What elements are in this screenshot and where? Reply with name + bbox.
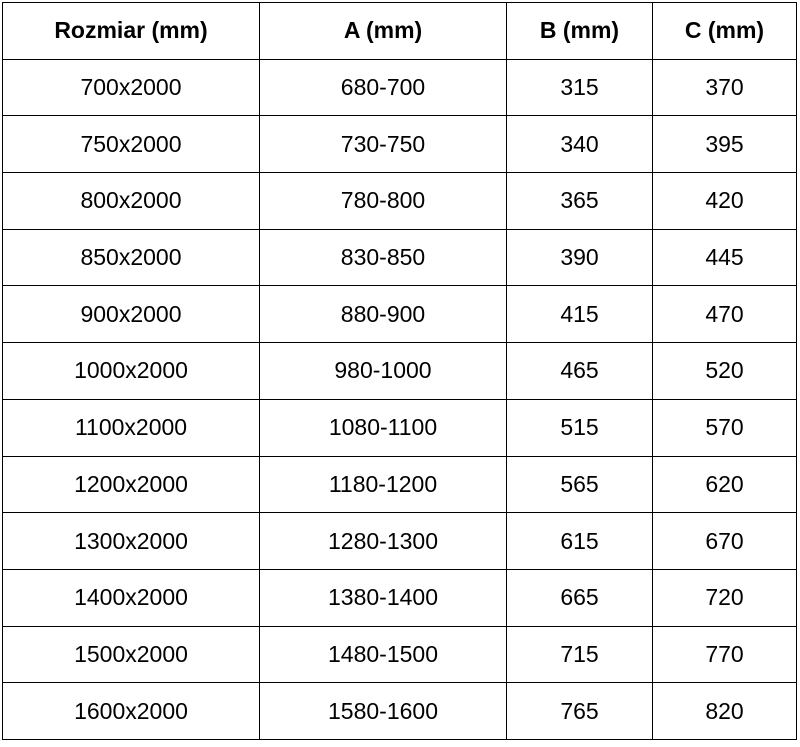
cell-c: 670	[653, 513, 797, 570]
table-body	[3, 59, 797, 739]
cell-a: 1080-1100	[260, 399, 507, 456]
cell-a: 730-750	[260, 116, 507, 173]
cell-c: 770	[653, 626, 797, 683]
cell-b: 565	[507, 456, 653, 513]
cell-b: 765	[507, 683, 653, 740]
cell-c: 620	[653, 456, 797, 513]
cell-size: 850x2000	[3, 229, 260, 286]
cell-size: 800x2000	[3, 173, 260, 230]
header-row	[3, 3, 797, 60]
cell-c: 720	[653, 569, 797, 626]
cell-c: 520	[653, 343, 797, 400]
cell-c: 420	[653, 173, 797, 230]
size-table	[2, 2, 797, 740]
cell-size: 700x2000	[3, 59, 260, 116]
table-row	[3, 683, 797, 740]
cell-b: 365	[507, 173, 653, 230]
cell-size: 1300x2000	[3, 513, 260, 570]
cell-c: 395	[653, 116, 797, 173]
cell-b: 315	[507, 59, 653, 116]
cell-a: 880-900	[260, 286, 507, 343]
cell-size: 1600x2000	[3, 683, 260, 740]
table-row	[3, 626, 797, 683]
table-row	[3, 286, 797, 343]
table-row	[3, 229, 797, 286]
header-b: B (mm)	[507, 3, 653, 60]
cell-size: 1400x2000	[3, 569, 260, 626]
cell-b: 615	[507, 513, 653, 570]
cell-size: 1200x2000	[3, 456, 260, 513]
cell-a: 980-1000	[260, 343, 507, 400]
table-row	[3, 59, 797, 116]
cell-a: 1280-1300	[260, 513, 507, 570]
cell-b: 390	[507, 229, 653, 286]
table-row	[3, 343, 797, 400]
cell-c: 820	[653, 683, 797, 740]
header-a: A (mm)	[260, 3, 507, 60]
cell-a: 1580-1600	[260, 683, 507, 740]
cell-b: 715	[507, 626, 653, 683]
cell-a: 680-700	[260, 59, 507, 116]
cell-b: 665	[507, 569, 653, 626]
table-row	[3, 399, 797, 456]
table-header	[3, 3, 797, 60]
cell-a: 1180-1200	[260, 456, 507, 513]
cell-b: 465	[507, 343, 653, 400]
cell-b: 340	[507, 116, 653, 173]
cell-c: 445	[653, 229, 797, 286]
cell-c: 370	[653, 59, 797, 116]
table-row	[3, 173, 797, 230]
cell-b: 515	[507, 399, 653, 456]
header-size: Rozmiar (mm)	[3, 3, 260, 60]
cell-size: 1500x2000	[3, 626, 260, 683]
header-c: C (mm)	[653, 3, 797, 60]
cell-size: 900x2000	[3, 286, 260, 343]
table-row	[3, 116, 797, 173]
table-row	[3, 513, 797, 570]
table-row	[3, 569, 797, 626]
cell-size: 750x2000	[3, 116, 260, 173]
cell-a: 1380-1400	[260, 569, 507, 626]
cell-a: 1480-1500	[260, 626, 507, 683]
table-row	[3, 456, 797, 513]
cell-size: 1100x2000	[3, 399, 260, 456]
cell-a: 780-800	[260, 173, 507, 230]
cell-size: 1000x2000	[3, 343, 260, 400]
cell-c: 470	[653, 286, 797, 343]
cell-c: 570	[653, 399, 797, 456]
cell-a: 830-850	[260, 229, 507, 286]
cell-b: 415	[507, 286, 653, 343]
